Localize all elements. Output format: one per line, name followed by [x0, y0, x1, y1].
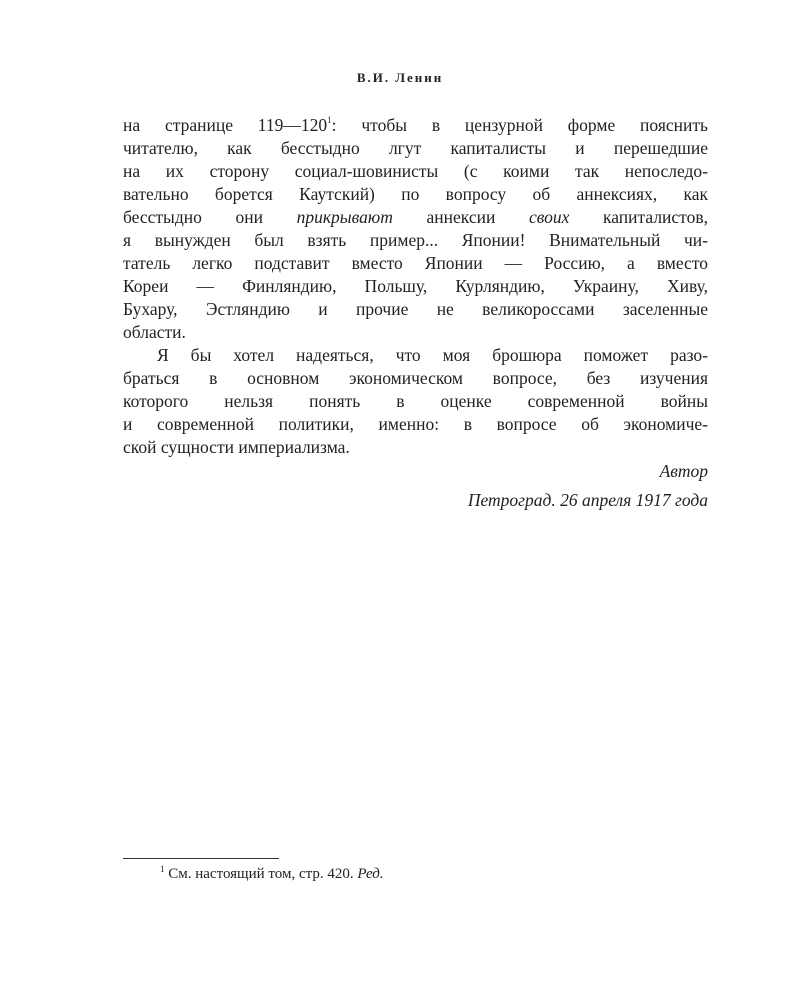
- text-line: области.: [123, 322, 186, 342]
- running-header: В.И. Ленин: [356, 70, 444, 85]
- text-segment: аннексии: [392, 207, 529, 227]
- text-line: [123, 114, 708, 137]
- footnote-marker: 1: [160, 864, 165, 874]
- editor-mark: Ред.: [357, 866, 384, 882]
- footnote-divider: [123, 858, 279, 859]
- text-line: и современной политики, именно: в вопросе об экономиче-: [123, 414, 708, 434]
- text-segment: : чтобы в цензурной форме пояснить: [331, 115, 708, 135]
- text-segment: на странице 119—120: [123, 115, 328, 135]
- text-line: вательно борется Каутский) по вопросу об аннексиях, как: [123, 184, 708, 204]
- text-line: я вынужден был взять пример... Японии! Внимательный чи-: [123, 230, 708, 250]
- text-line: Я бы хотел надеяться, что моя брошюра поможет разо-: [157, 345, 708, 365]
- main-text: [123, 114, 708, 459]
- author-signature: Автор: [659, 461, 708, 481]
- paragraph-1: [123, 114, 708, 344]
- emphasis: своих: [528, 207, 570, 227]
- text-line: на их сторону социал-шовинисты (с коими так непоследо-: [123, 161, 708, 181]
- text-line: Кореи — Финляндию, Польшу, Курляндию, Украину, Хиву,: [123, 276, 708, 296]
- footnote-reference[interactable]: 1: [327, 115, 332, 125]
- emphasis: прикрывают: [296, 207, 393, 227]
- paragraph-2: [123, 344, 708, 459]
- text-segment: бесстыдно они: [123, 207, 297, 227]
- text-line: читателю, как бесстыдно лгут капиталисты и перешедшие: [123, 138, 708, 158]
- text-segment: капиталистов,: [569, 207, 708, 227]
- text-line: ской сущности империализма.: [123, 437, 350, 457]
- footnote-text: См. настоящий том, стр. 420.: [164, 866, 358, 882]
- text-line: татель легко подставит вместо Японии — Россию, а вместо: [123, 253, 708, 273]
- footnote: [160, 866, 384, 883]
- text-line: браться в основном экономическом вопросе, без изучения: [123, 368, 708, 388]
- text-line: [123, 206, 708, 229]
- place-date: Петроград. 26 апреля 1917 года: [467, 490, 708, 510]
- text-line: Бухару, Эстляндию и прочие не великороссами заселенные: [123, 299, 708, 319]
- text-line: которого нельзя понять в оценке современной войны: [123, 391, 708, 411]
